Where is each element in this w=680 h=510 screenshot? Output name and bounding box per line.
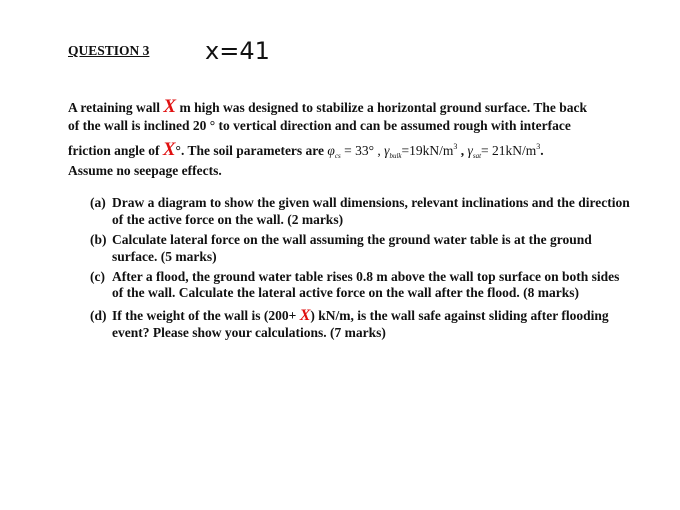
sub-question-tag: (a) [90,195,106,210]
cube-superscript: 3 [536,141,541,151]
phi-symbol: φ [327,142,335,158]
x-value-label: x=41 [205,37,270,65]
sub-questions [90,195,630,345]
sub-question-c [90,269,630,303]
phi-value: = 33° , [340,142,385,158]
intro-line-4: Assume no seepage effects. [68,162,222,178]
gamma-bulk-subscript: bulk [389,151,402,160]
intro-line-3 [68,138,628,162]
sub-question-d [90,308,630,342]
phi-subscript: cs [334,151,341,160]
variable-x: X [163,96,177,117]
sub-question-text: Calculate lateral force on the wall assuming the ground water table is at the ground surface. (5 marks) [112,231,592,264]
sub-question-tag: (d) [90,308,107,324]
gamma-sat-symbol: γ [467,142,473,158]
sub-question-a [90,195,630,229]
intro-line-2: of the wall is inclined 20 ° to vertical direction and can be assumed rough with interface [68,118,571,134]
sub-question-text [112,308,630,342]
gamma-bulk-value: =19kN/m [401,142,454,158]
separator: , [457,142,468,158]
sub-question-text-part: ) kN/m, is the wall safe against sliding after flooding event? Please show your calculations. (7 marks) [112,308,609,341]
question-intro [68,96,628,180]
intro-line-1 [68,96,628,117]
gamma-sat-value: = 21kN/m [481,142,537,158]
sub-question-text: After a flood, the ground water table rises 0.8 m above the wall top surface on both sides of the wall. Calculate the lateral active force on the wall after the flood. (8 marks) [112,268,620,301]
question-heading: QUESTION 3 [68,43,150,58]
sub-question-tag: (c) [90,268,105,284]
variable-x: X [162,138,176,160]
sub-question-b [90,232,630,266]
intro-text: A retaining wall [68,100,164,115]
sub-question-text-part: If the weight of the wall is (200+ [112,308,300,324]
gamma-sat-subscript: sat [472,151,482,160]
period: . [540,142,544,158]
intro-text: friction angle of [68,142,163,158]
gamma-bulk-symbol: γ [384,142,390,158]
variable-x: X [299,307,311,325]
intro-text: m high was designed to stabilize a horizontal ground surface. The back [176,100,587,115]
cube-superscript: 3 [453,141,458,151]
intro-text: °. The soil parameters are [175,142,328,158]
sub-question-text: Draw a diagram to show the given wall dimensions, relevant inclinations and the direction of the active force on the wall. (2 marks) [112,195,630,227]
sub-question-tag: (b) [90,231,107,247]
